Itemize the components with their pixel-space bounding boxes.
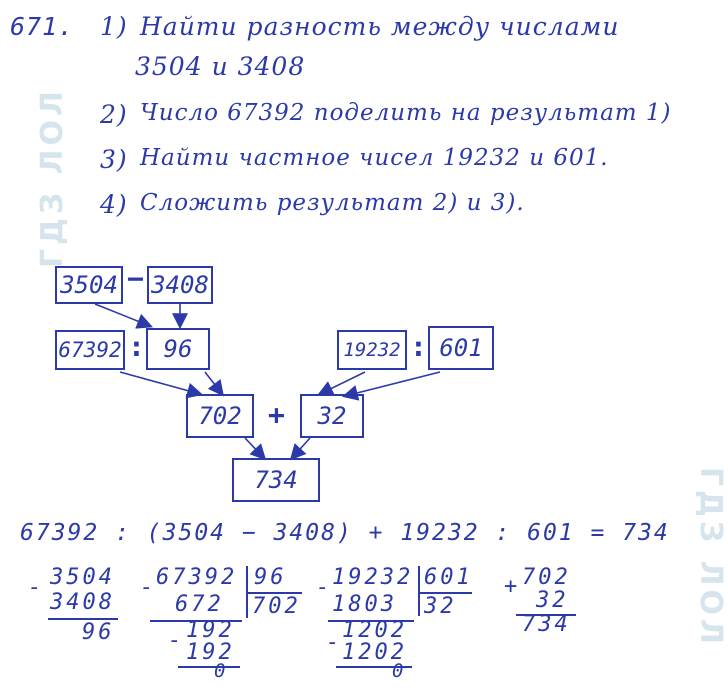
box-3408: 3408 bbox=[147, 266, 213, 304]
div1-sign: - bbox=[140, 575, 157, 600]
div1-step1: 672 bbox=[175, 592, 224, 617]
problem-number: 671. bbox=[10, 12, 75, 41]
div2-quotient: 32 bbox=[424, 594, 457, 619]
task-1-number: 1) bbox=[100, 12, 128, 41]
div1-sign2: - bbox=[168, 628, 185, 653]
box-67392: 67392 bbox=[55, 330, 125, 370]
div1-divisor: 96 bbox=[254, 565, 287, 590]
div2-dividend: 19232 bbox=[332, 565, 414, 590]
box-96: 96 bbox=[146, 328, 210, 370]
plus-sign: + bbox=[268, 398, 285, 431]
divide-sign-1: : bbox=[128, 330, 145, 363]
task-4-text: Сложить результат 2) и 3). bbox=[140, 190, 525, 216]
div1-dividend: 67392 bbox=[156, 565, 238, 590]
task-4-number: 4) bbox=[100, 190, 128, 219]
div2-vertical-bar bbox=[418, 566, 420, 616]
arrow-67392-to-702 bbox=[120, 372, 200, 394]
task-2-number: 2) bbox=[100, 100, 128, 129]
divide-sign-2: : bbox=[410, 330, 427, 363]
minus-sign: − bbox=[127, 262, 144, 295]
div1-quotient: 702 bbox=[252, 594, 301, 619]
box-result-734: 734 bbox=[232, 458, 320, 502]
add-second: 32 bbox=[536, 588, 569, 613]
div2-divisor: 601 bbox=[424, 565, 473, 590]
full-expression: 67392 : (3504 − 3408) + 19232 : 601 = 734 bbox=[20, 520, 670, 546]
box-32: 32 bbox=[300, 394, 364, 438]
div1-step2: 192 bbox=[186, 618, 235, 643]
div2-step2: 1202 bbox=[342, 618, 407, 643]
watermark-right: ГДЗ ЛОЛ bbox=[692, 467, 728, 648]
arrow-32-to-734 bbox=[292, 438, 310, 458]
box-3504: 3504 bbox=[55, 266, 123, 304]
div2-sign2: - bbox=[326, 630, 343, 655]
div2-step1: 1803 bbox=[332, 592, 397, 617]
arrow-19232-to-32 bbox=[320, 372, 365, 394]
task-2-text: Число 67392 поделить на результат 1) bbox=[140, 100, 672, 126]
task-1-text: Найти разность между числами bbox=[140, 12, 620, 41]
div2-remainder: 0 bbox=[392, 660, 407, 682]
div1-remainder: 0 bbox=[214, 660, 229, 682]
task-1-text-continued: 3504 и 3408 bbox=[135, 52, 306, 81]
sub-result: 96 bbox=[82, 620, 115, 645]
watermark-left: ГДЗ ЛОЛ bbox=[34, 87, 70, 268]
sub-sign: - bbox=[28, 575, 45, 600]
div2-sign: - bbox=[316, 575, 333, 600]
task-3-number: 3) bbox=[100, 145, 128, 174]
box-19232: 19232 bbox=[337, 330, 407, 370]
box-601: 601 bbox=[428, 326, 494, 370]
sub-minuend: 3504 bbox=[50, 565, 115, 590]
div1-step3: 192 bbox=[186, 640, 235, 665]
add-sign: + bbox=[504, 574, 521, 599]
add-first: 702 bbox=[522, 565, 571, 590]
arrow-96-to-702 bbox=[205, 372, 222, 394]
task-3-text: Найти частное чисел 19232 и 601. bbox=[140, 145, 609, 171]
box-702: 702 bbox=[186, 394, 254, 438]
arrow-702-to-734 bbox=[245, 438, 264, 458]
div2-step3: 1202 bbox=[342, 640, 407, 665]
arrow-3504-to-96 bbox=[95, 304, 150, 326]
sub-subtrahend: 3408 bbox=[50, 590, 115, 615]
div1-line2 bbox=[178, 666, 240, 668]
add-result: 734 bbox=[522, 612, 571, 637]
